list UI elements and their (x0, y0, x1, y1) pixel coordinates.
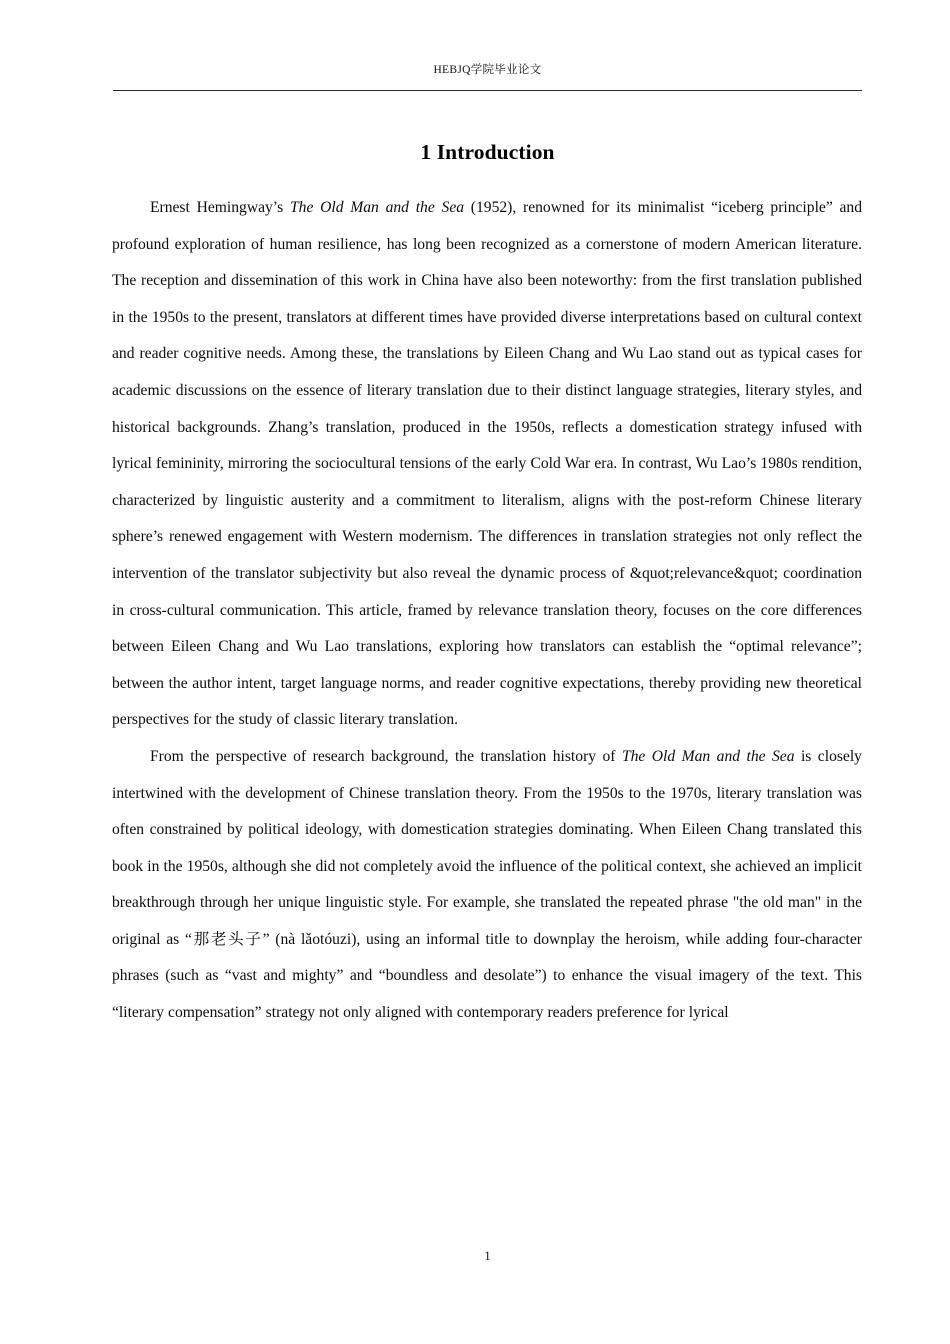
book-title-italic: The Old Man and the Sea (289, 199, 465, 216)
paragraph-1 (112, 190, 862, 739)
page-title: 1 Introduction (420, 140, 555, 165)
paragraph-1-segment-2: (1952), renowned for its minimalist “iceberg principle” and profound exploration of human resilience, has long been recognized as a cornerstone of modern American literature. The reception and dissemination of this work in China have also been noteworthy: from the first translation published in the 1950s to the present, translators at different times have provided diverse interpretations based on cultural context and reader cognitive needs. Among these, the translations by Eileen Chang and Wu Lao stand out as typical cases for academic discussions on the essence of literary translation due to their distinct language strategies, literary styles, and historical backgrounds. Zhang’s translation, produced in the 1950s, reflects a domestication strategy infused with lyrical femininity, mirroring the sociocultural tensions of the early Cold War era. In contrast, Wu Lao’s 1980s rendition, characterized by linguistic austerity and a commitment to literalism, aligns with the post-reform Chinese literary sphere’s renewed engagement with Western modernism. The differences in translation strategies not only reflect the intervention of the translator subjectivity but also reveal the dynamic process of &quot;relevance&quot; coordination in cross-cultural communication. This article, framed by relevance translation theory, focuses on the core differences between Eileen Chang and Wu Lao translations, exploring how translators can establish the “optimal relevance”; between the author intent, target language norms, and reader cognitive expectations, thereby providing new theoretical perspectives for the study of classic literary translation. (112, 199, 862, 729)
body-text-area (112, 190, 862, 1220)
header-divider-rule (113, 90, 862, 91)
paragraph-2-segment-2: is closely intertwined with the development of Chinese translation theory. From the 1950s to the 1970s, literary translation was often constrained by political ideology, with domestication strategies dominating. When Eileen Chang translated this book in the 1950s, although she did not completely avoid the influence of the political context, she achieved an implicit breakthrough through her unique linguistic style. For example, she translated the repeated phrase "the old man" in the original as “那老头子” (nà lǎotóuzi), using an informal title to downplay the heroism, while adding four-character phrases (such as “vast and mighty” and “boundless and desolate”) to enhance the visual imagery of the text. This “literary compensation” strategy not only aligned with contemporary readers preference for lyrical (112, 747, 862, 1022)
page-number: 1 (484, 1248, 491, 1263)
paragraph-1-segment-1: Ernest Hemingway’s (150, 199, 290, 216)
running-header: HEBJQ学院毕业论文 (433, 64, 542, 76)
paragraph-2-segment-1: From the perspective of research background, the translation history of (150, 747, 622, 765)
book-title-italic: The Old Man and the Sea (621, 747, 795, 765)
paragraph-2 (112, 739, 862, 1032)
